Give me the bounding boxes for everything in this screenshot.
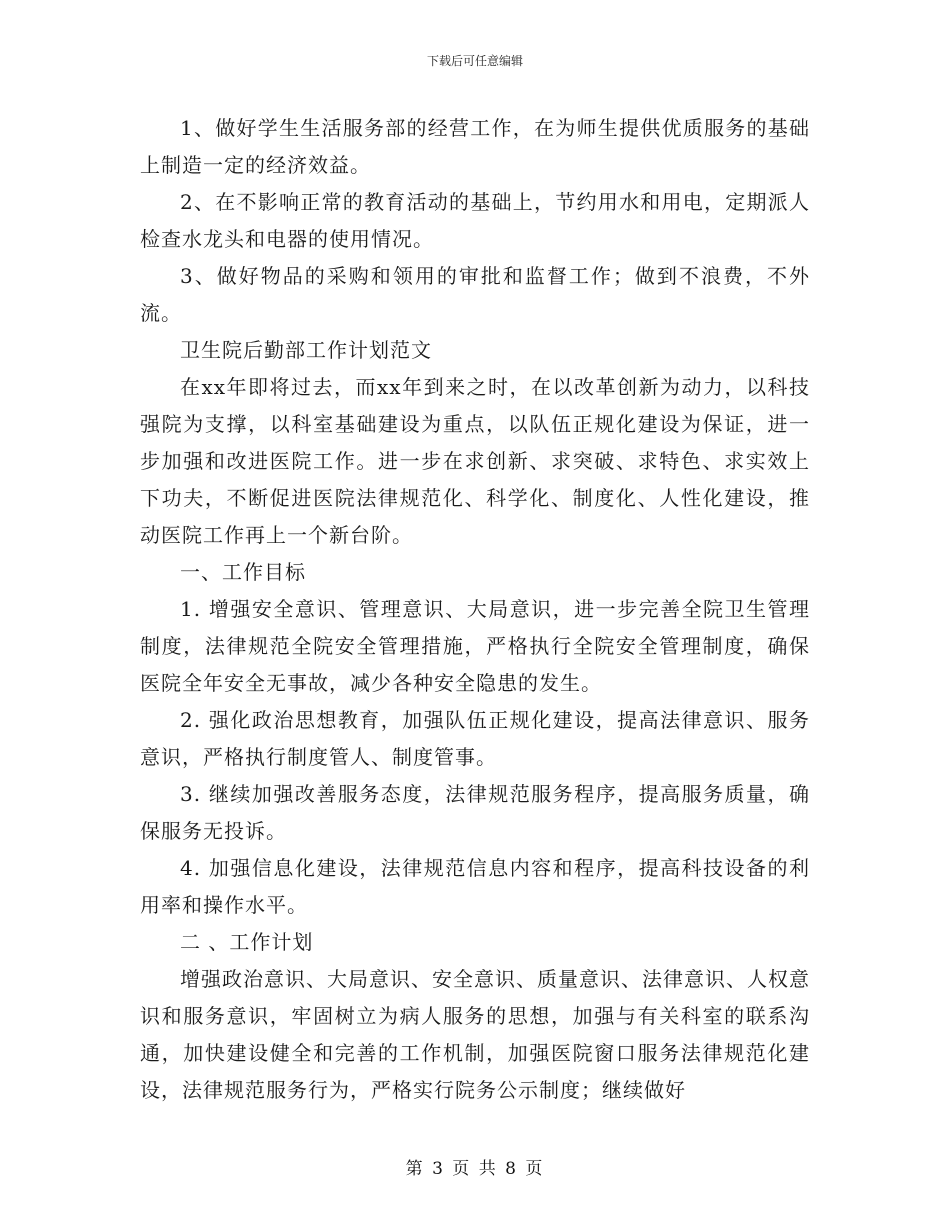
section-heading: 二 、工作计划 <box>180 930 314 954</box>
paragraph: 在xx年即将过去，而xx年到来之时，在以改革创新为动力，以科技强院为支撑，以科室基础建设为重点，以队伍正规化建设为保证，进一步加强和改进医院工作。进一步在求创新、求突破、求特色、求实效上下功夫，不断促进医院法律规范化、科学化、制度化、人性化建设，推动医院工作再上一个新台阶。 <box>140 375 810 547</box>
section-title: 卫生院后勤部工作计划范文 <box>180 338 432 362</box>
document-body <box>140 110 810 1109</box>
paragraph: 2. 强化政治思想教育，加强队伍正规化建设，提高法律意识、服务意识，严格执行制度管人、制度管事。 <box>140 708 810 769</box>
paragraph: 3、做好物品的采购和领用的审批和监督工作；做到不浪费，不外流。 <box>140 264 810 325</box>
page-number-footer: 第 3 页 共 8 页 <box>405 1159 545 1179</box>
section-heading: 一、工作目标 <box>180 560 306 584</box>
paragraph: 1. 增强安全意识、管理意识、大局意识，进一步完善全院卫生管理制度，法律规范全院安全管理措施，严格执行全院安全管理制度，确保医院全年安全无事故，减少各种安全隐患的发生。 <box>140 597 810 695</box>
page-header: 下载后可任意编辑 <box>426 54 523 68</box>
paragraph: 3. 继续加强改善服务态度，法律规范服务程序，提高服务质量，确保服务无投诉。 <box>140 782 810 843</box>
paragraph: 4. 加强信息化建设，法律规范信息内容和程序，提高科技设备的利用率和操作水平。 <box>140 856 810 917</box>
paragraph: 2、在不影响正常的教育活动的基础上，节约用水和用电，定期派人检查水龙头和电器的使用情况。 <box>140 190 810 251</box>
paragraph: 增强政治意识、大局意识、安全意识、质量意识、法律意识、人权意识和服务意识，牢固树立为病人服务的思想，加强与有关科室的联系沟通，加快建设健全和完善的工作机制，加强医院窗口服务法律规范化建设，法律规范服务行为，严格实行院务公示制度；继续做好 <box>140 967 810 1102</box>
paragraph: 1、做好学生生活服务部的经营工作，在为师生提供优质服务的基础上制造一定的经济效益。 <box>140 116 810 177</box>
